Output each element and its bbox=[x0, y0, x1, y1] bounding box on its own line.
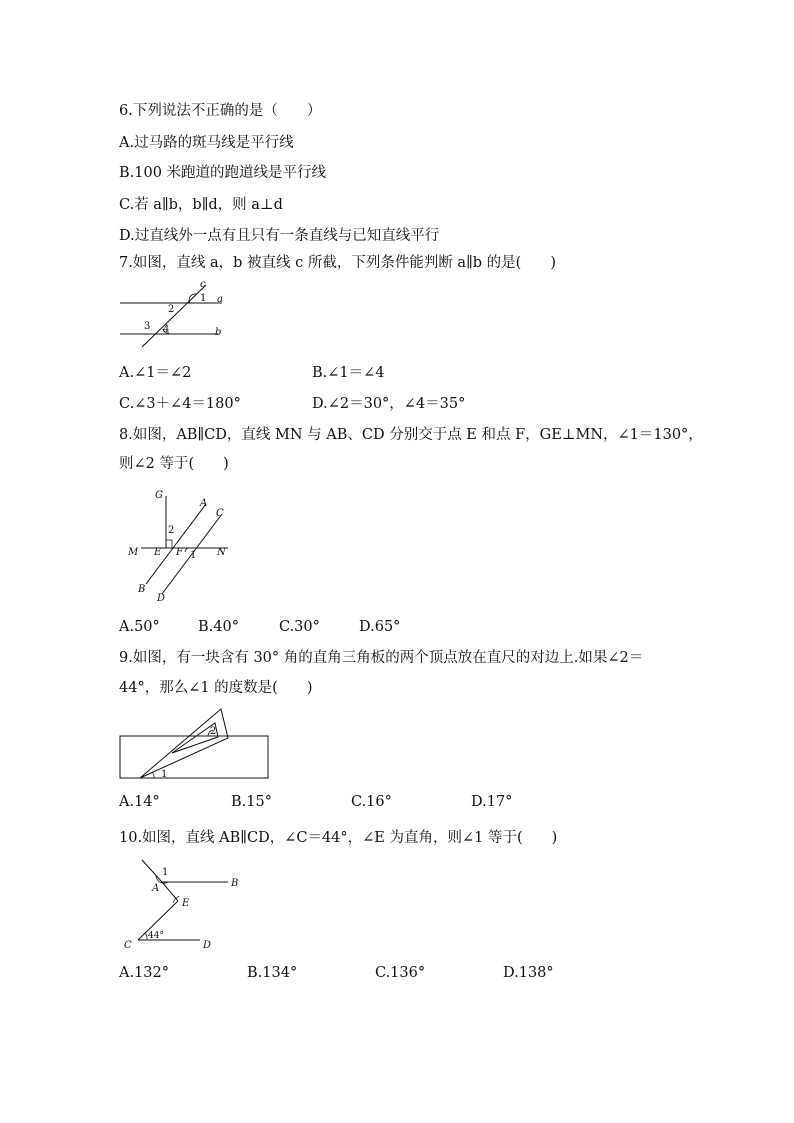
q8-label-F: F bbox=[176, 547, 183, 558]
q8-label-D: D bbox=[157, 593, 166, 604]
q10-stem: 10.如图，直线 AB∥CD，∠C＝44°，∠E 为直角，则∠1 等于( ) bbox=[119, 830, 558, 846]
q10-label-C: C bbox=[124, 940, 132, 951]
q8-label-A: A bbox=[200, 498, 208, 509]
q7-stem: 7.如图，直线 a，b 被直线 c 所截，下列条件能判断 a∥b 的是( ) bbox=[119, 255, 556, 271]
q10-label-1: 1 bbox=[162, 867, 169, 878]
q7-option-a: A.∠1＝∠2 bbox=[119, 365, 192, 381]
q8-label-E: E bbox=[154, 547, 162, 558]
q7-option-b: B.∠1＝∠4 bbox=[312, 365, 385, 381]
q7-figure bbox=[118, 279, 238, 349]
q8-label-2: 2 bbox=[168, 525, 175, 536]
q7-label-4: 4 bbox=[163, 324, 170, 335]
q10-option-c: C.136° bbox=[375, 965, 426, 981]
q10-figure bbox=[120, 856, 250, 956]
q9-option-c: C.16° bbox=[351, 794, 392, 810]
q10-option-b: B.134° bbox=[247, 965, 298, 981]
q7-label-2: 2 bbox=[168, 304, 175, 315]
q10-option-d: D.138° bbox=[503, 965, 554, 981]
q6-option-d: D.过直线外一点有且只有一条直线与已知直线平行 bbox=[119, 228, 440, 244]
q6-option-a: A.过马路的斑马线是平行线 bbox=[119, 135, 294, 151]
q9-label-2: 2 bbox=[210, 726, 217, 737]
q8-label-N: N bbox=[217, 547, 226, 558]
q9-stem-line1: 9.如图，有一块含有 30° 角的直角三角板的两个顶点放在直尺的对边上.如果∠2＝ bbox=[119, 650, 644, 666]
q9-figure bbox=[118, 706, 278, 786]
q10-label-44: 44° bbox=[148, 931, 164, 941]
q8-option-c: C.30° bbox=[279, 619, 320, 635]
q7-label-a: a bbox=[217, 294, 223, 305]
q7-label-c: c bbox=[200, 279, 206, 290]
q7-label-3: 3 bbox=[144, 321, 151, 332]
q7-option-c: C.∠3＋∠4＝180° bbox=[119, 396, 241, 412]
q10-label-A: A bbox=[152, 883, 160, 894]
q7-option-d: D.∠2＝30°，∠4＝35° bbox=[312, 396, 466, 412]
q8-label-G: G bbox=[155, 490, 163, 501]
q8-option-d: D.65° bbox=[359, 619, 401, 635]
q9-label-1: 1 bbox=[161, 769, 168, 780]
q7-label-b: b bbox=[215, 327, 222, 338]
q7-label-1: 1 bbox=[200, 293, 207, 304]
q8-label-1: 1 bbox=[190, 550, 197, 561]
q10-label-B: B bbox=[231, 878, 239, 889]
q8-option-b: B.40° bbox=[198, 619, 239, 635]
q8-label-M: M bbox=[128, 547, 139, 558]
q8-label-C: C bbox=[216, 508, 224, 519]
q6-option-b: B.100 米跑道的跑道线是平行线 bbox=[119, 165, 327, 181]
q8-option-a: A.50° bbox=[119, 619, 160, 635]
q8-figure bbox=[128, 488, 238, 608]
q8-stem-line1: 8.如图，AB∥CD，直线 MN 与 AB、CD 分别交于点 E 和点 F，GE⊥MN，∠1＝130°， bbox=[119, 427, 703, 443]
q9-stem-line2: 44°，那么∠1 的度数是( ) bbox=[119, 680, 313, 696]
q6-stem: 6.下列说法不正确的是（ ） bbox=[119, 103, 322, 119]
q9-option-d: D.17° bbox=[471, 794, 513, 810]
q9-option-a: A.14° bbox=[119, 794, 160, 810]
q8-stem-line2: 则∠2 等于( ) bbox=[119, 456, 229, 472]
q6-option-c: C.若 a∥b，b∥d，则 a⊥d bbox=[119, 197, 283, 213]
q10-label-E: E bbox=[182, 898, 190, 909]
q10-label-D: D bbox=[203, 940, 212, 951]
q10-option-a: A.132° bbox=[119, 965, 170, 981]
q8-label-B: B bbox=[138, 584, 146, 595]
q9-option-b: B.15° bbox=[231, 794, 272, 810]
